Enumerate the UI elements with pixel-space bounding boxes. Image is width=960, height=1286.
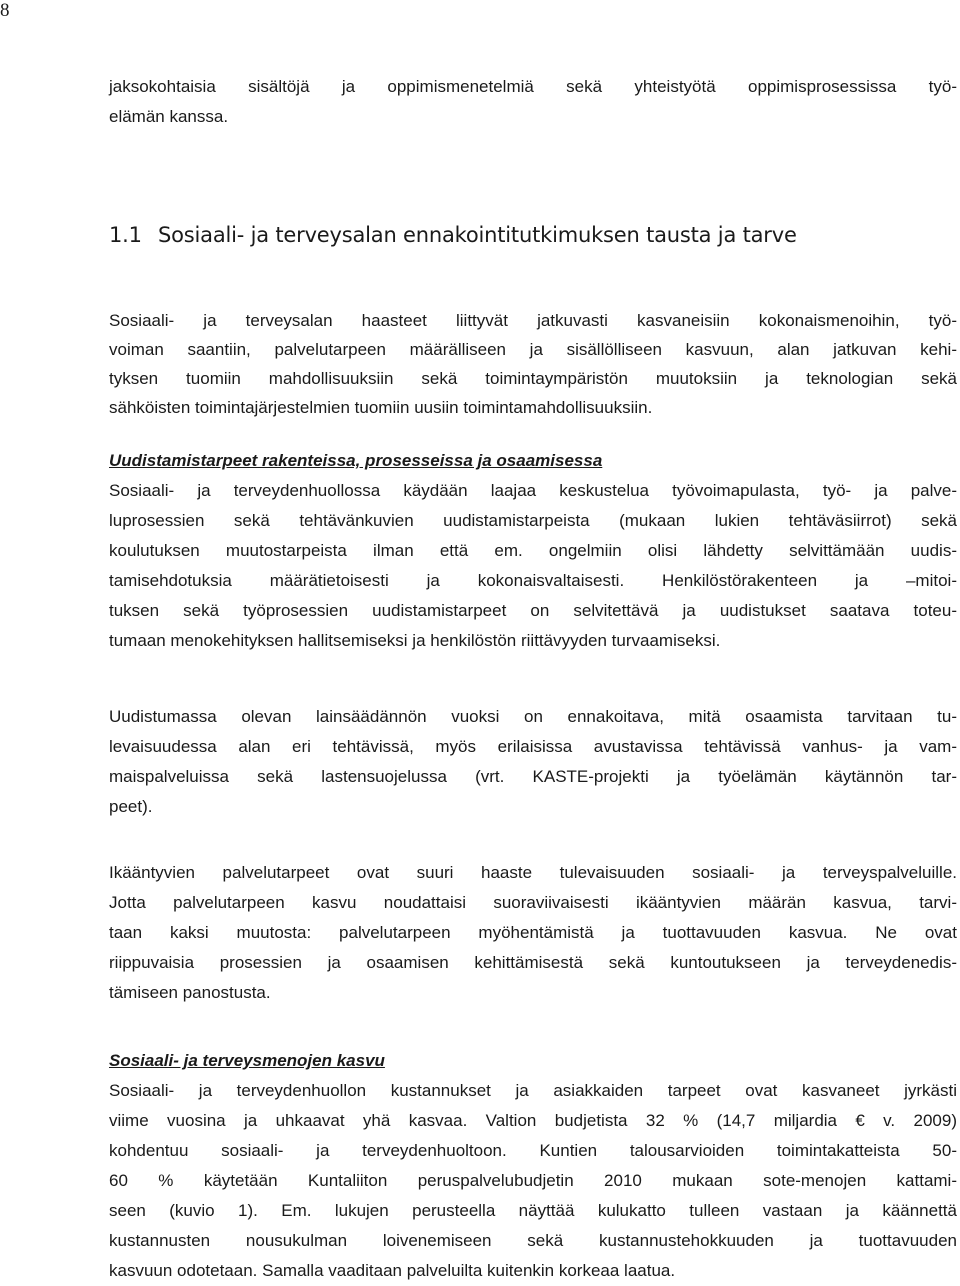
text-line: tyksen tuomiin mahdollisuuksiin sekä toimintaympäristön muutoksiin ja teknologian sekä <box>109 369 957 388</box>
text-line: peet). <box>109 797 153 816</box>
section-heading <box>109 220 957 250</box>
text-line: tämiseen panostusta. <box>109 983 271 1002</box>
text-line: levaisuudessa alan eri tehtävissä, myös erilaisissa avustavissa tehtävissä vanhus- ja vam- <box>109 737 957 756</box>
text-line: koulutuksen muutostarpeista ilman että em. ongelmiin olisi lähdetty selvittämään uudis- <box>109 541 957 560</box>
subheading: Uudistamistarpeet rakenteissa, prosesseissa ja osaamisessa <box>109 451 603 470</box>
section-title: Sosiaali- ja terveysalan ennakointitutkimuksen tausta ja tarve <box>158 223 797 247</box>
text-line: Ikääntyvien palvelutarpeet ovat suuri haaste tulevaisuuden sosiaali- ja terveyspalveluille. <box>109 863 957 882</box>
text-line: Sosiaali- ja terveysalan haasteet liittyvät jatkuvasti kasvaneisiin kokonaismenoihin, työ- <box>109 311 957 330</box>
text-line: jaksokohtaisia sisältöjä ja oppimismenetelmiä sekä yhteistyötä oppimisprosessissa työ- <box>109 77 957 96</box>
text-line: kohdentuu sosiaali- ja terveydenhuoltoon. Kuntien talousarvioiden toimintakatteista 50- <box>109 1141 957 1160</box>
text-line: kasvuun odotetaan. Samalla vaaditaan palveluilta kuitenkin korkeaa laatua. <box>109 1261 676 1280</box>
paragraph <box>109 858 957 1008</box>
text-line: sähköisten toimintajärjestelmien tuomiin uusiin toimintamahdollisuuksiin. <box>109 398 653 417</box>
text-line: tuksen sekä työprosessien uudistamistarpeet on selvitettävä ja uudistukset saatava toteu- <box>109 601 957 620</box>
paragraph <box>109 702 957 822</box>
text-line: Uudistumassa olevan lainsäädännön vuoksi on ennakoitava, mitä osaamista tarvitaan tu- <box>109 707 957 726</box>
text-line: taan kaksi muutosta: palvelutarpeen myöhentämistä ja tuottavuuden kasvua. Ne ovat <box>109 923 957 942</box>
text-line: Jotta palvelutarpeen kasvu noudattaisi suoraviivaisesti ikääntyvien määrän kasvua, tarvi- <box>109 893 957 912</box>
page-number: 8 <box>0 0 10 21</box>
text-line: luprosessien sekä tehtävänkuvien uudistamistarpeista (mukaan lukien tehtäväsiirrot) sekä <box>109 511 957 530</box>
text-line: tamisehdotuksia määrätietoisesti ja kokonaisvaltaisesti. Henkilöstörakenteen ja –mitoi- <box>109 571 957 590</box>
section-number: 1.1 <box>109 223 142 247</box>
text-line: kustannusten nousukulman loivenemiseen sekä kustannustehokkuuden ja tuottavuuden <box>109 1231 957 1250</box>
intro-paragraph <box>109 72 957 132</box>
text-line: seen (kuvio 1). Em. lukujen perusteella näyttää kulukatto tulleen vastaan ja käännettä <box>109 1201 957 1220</box>
text-line: 60 % käytetään Kuntaliiton peruspalvelubudjetin 2010 mukaan sote-menojen kattami- <box>109 1171 957 1190</box>
subheading: Sosiaali- ja terveysmenojen kasvu <box>109 1051 385 1070</box>
text-line: voiman saantiin, palvelutarpeen määrälliseen ja sisällölliseen kasvuun, alan jatkuvan kehi- <box>109 340 957 359</box>
text-line: maispalveluissa sekä lastensuojelussa (vrt. KASTE-projekti ja työelämän käytännön tar- <box>109 767 957 786</box>
paragraph <box>109 1076 957 1286</box>
text-line: elämän kanssa. <box>109 107 229 126</box>
text-line: tumaan menokehityksen hallitsemiseksi ja henkilöstön riittävyyden turvaamiseksi. <box>109 631 721 650</box>
text-line: Sosiaali- ja terveydenhuollon kustannukset ja asiakkaiden tarpeet ovat kasvaneet jyrkästi <box>109 1081 957 1100</box>
text-line: Sosiaali- ja terveydenhuollossa käydään laajaa keskustelua työvoimapulasta, työ- ja palve- <box>109 481 957 500</box>
paragraph <box>109 476 957 656</box>
text-line: viime vuosina ja uhkaavat yhä kasvaa. Valtion budjetista 32 % (14,7 miljardia € v. 2009) <box>109 1111 957 1130</box>
text-line: riippuvaisia prosessien ja osaamisen kehittämisestä sekä kuntoutukseen ja terveydenedis- <box>109 953 957 972</box>
document-body <box>109 72 957 1286</box>
paragraph <box>109 306 957 422</box>
